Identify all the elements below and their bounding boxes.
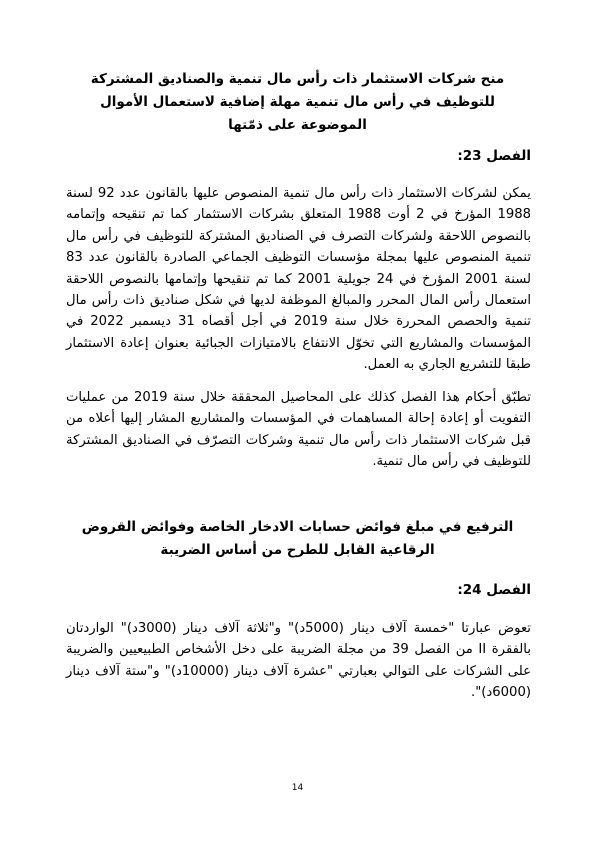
- chapter-24-paragraph-1: تعوض عبارتا "خمسة آلاف دينار (5000د)" و"ثلاثة آلاف دينار (3000د)" الواردتان بالفقرة II من الفصل 39 من مجلة الضريبة على دخل الأشخاص الطبيعيين والضريبة على الشركات على التوالي بعبارتي "عشرة آلاف دينار (10000د)" و"ستة آلاف دينار (6000د)".: [66, 621, 531, 701]
- chapter-24-label: الفصل 24:: [457, 582, 531, 598]
- chapter-23-paragraph-2: تطبّق أحكام هذا الفصل كذلك على المحاصيل المحققة خلال سنة 2019 من عمليات التفويت أو إعادة إحالة المساهمات في المؤسسات والمشاريع المشار إليها أعلاه من قبل شركات الاستثمار ذات رأس مال تنمية وشركات التصرّف في الصناديق المشتركة للتوظيف في رأس مال تنمية.: [66, 390, 531, 470]
- page-number: 14: [291, 783, 304, 793]
- section-title-2: الترفيع في مبلغ فوائض حسابات الادخار الخاصة وفوائض القروض الرقاعية القابل للطرح من أساس الضريبة: [81, 519, 514, 558]
- section-title-1: منح شركات الاستثمار ذات رأس مال تنمية والصناديق المشتركة للتوظيف في رأس مال تنمية مهلة إضافية لاستعمال الأموال الموضوعة على ذمّتها: [90, 71, 505, 133]
- chapter-23-paragraph-1: يمكن لشركات الاستثمار ذات رأس مال تنمية المنصوص عليها بالقانون عدد 92 لسنة 1988 المؤرخ في 2 أوت 1988 المتعلق بشركات الاستثمار كما تم تنقيحه وإتمامه بالنصوص اللاحقة ولشركات التصرف في الصناديق المشتركة للتوظيف في رأس مال تنمية المنصوص عليها بمجلة مؤسسات التوظيف الجماعي الصادرة بالقانون عدد 83 لسنة 2001 المؤرخ في 24 جويلية 2001 كما تم تنقيحها وإتمامها بالنصوص اللاحقة استعمال رأس المال المحرر والمبالغ الموظفة لديها في شكل صناديق ذات رأس مال تنمية والحصص المحررة خلال سنة 2019 في أجل أقصاه 31 ديسمبر 2022 في المؤسسات والمشاريع التي تخوّل الانتفاع بالامتيازات الجبائية بعنوان إعادة الاستثمار طبقا للتشريع الجاري به العمل.: [66, 186, 531, 373]
- chapter-23-label: الفصل 23:: [457, 148, 531, 164]
